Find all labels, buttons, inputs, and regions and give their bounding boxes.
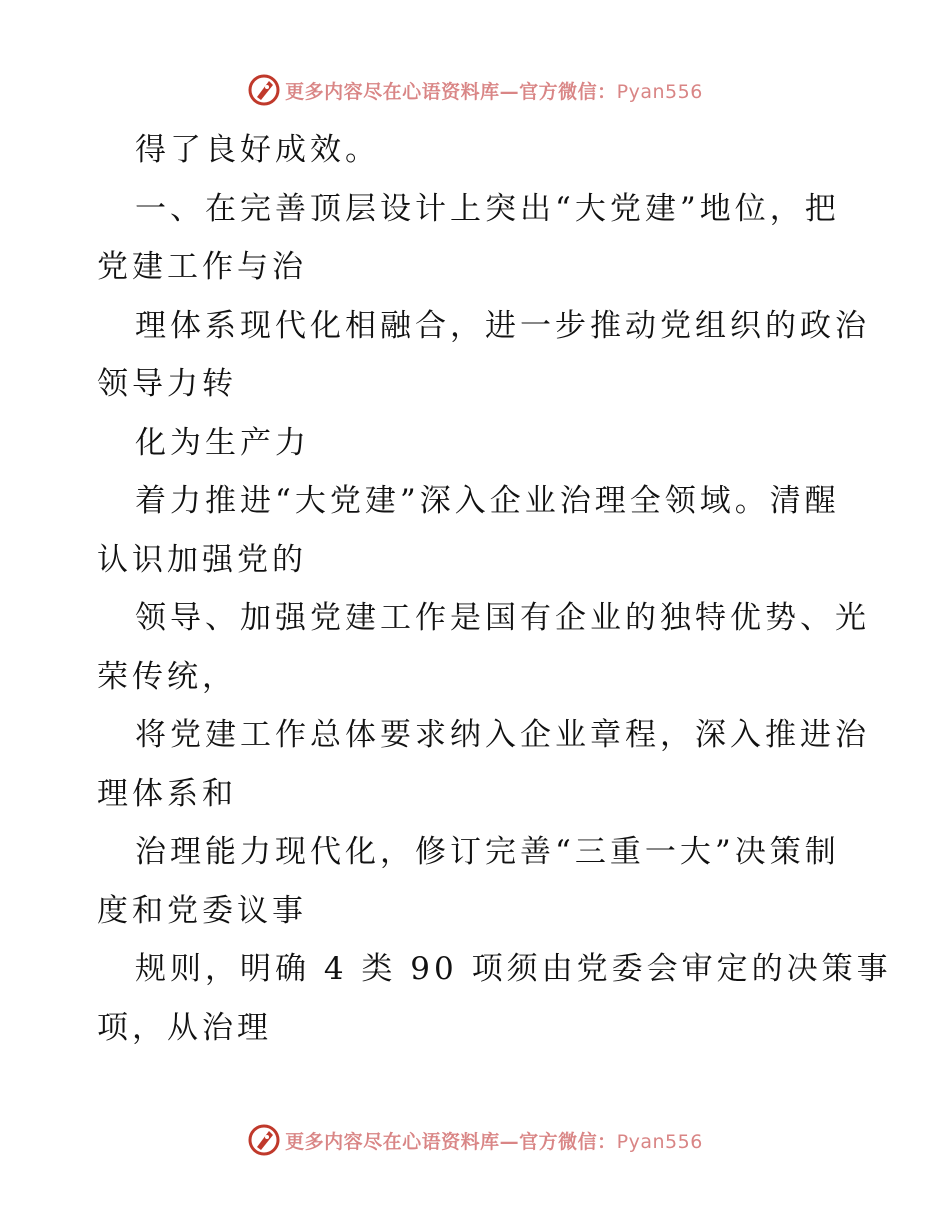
pen-nib-logo-icon [247, 1123, 281, 1157]
text-line: 理体系现代化相融合，进一步推动党组织的政治 [135, 307, 870, 344]
footer-banner-text [285, 1127, 703, 1154]
text-line: 领导力转 [97, 366, 237, 402]
document-body [97, 121, 892, 1057]
text-line: 领导、加强党建工作是国有企业的独特优势、光 [135, 600, 870, 636]
text-line: 认识加强党的 [97, 541, 307, 578]
footer-banner-text-cn: 更多内容尽在心语资料库—官方微信： [285, 1130, 617, 1153]
text-line: 项，从治理 [97, 1009, 272, 1046]
text-line: 着力推进“大党建”深入企业治理全领域。清醒 [135, 483, 840, 519]
footer-banner-wechat-id: Pyan556 [616, 1130, 703, 1153]
header-banner-wechat-id: Pyan556 [616, 80, 703, 103]
text-line: 党建工作与治 [97, 249, 307, 285]
header-banner-text [285, 77, 703, 104]
text-line: 得了良好成效。 [135, 132, 380, 168]
header-banner-text-cn: 更多内容尽在心语资料库—官方微信： [285, 80, 617, 103]
text-line: 一、在完善顶层设计上突出“大党建”地位，把 [135, 190, 840, 227]
text-line: 化为生产力 [135, 424, 310, 461]
text-line: 规则，明确 4 类 90 项须由党委会审定的决策事 [135, 951, 892, 987]
footer-banner [0, 1120, 950, 1160]
text-line: 理体系和 [97, 775, 237, 812]
header-banner [0, 70, 950, 110]
text-line: 荣传统， [97, 658, 237, 695]
text-line: 治理能力现代化，修订完善“三重一大”决策制 [135, 834, 840, 870]
text-line: 将党建工作总体要求纳入企业章程，深入推进治 [135, 717, 870, 753]
text-line: 度和党委议事 [97, 892, 307, 929]
pen-nib-logo-icon [247, 73, 281, 107]
